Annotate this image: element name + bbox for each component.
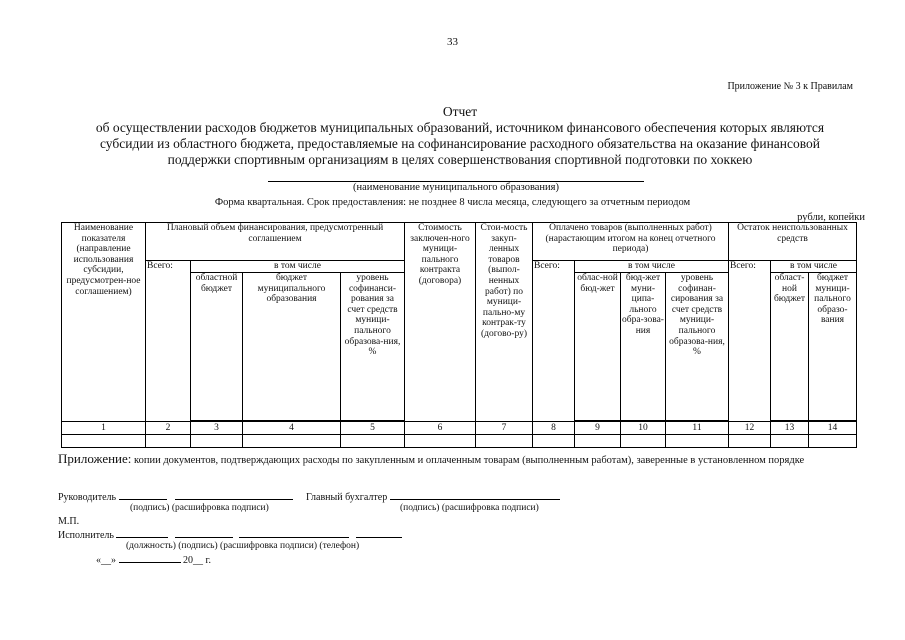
column-number: 2 — [146, 422, 191, 435]
column-number: 5 — [341, 422, 405, 435]
executor-phone-blank — [356, 528, 402, 538]
column-number: 1 — [62, 422, 146, 435]
form-note: Форма квартальная. Срок предоставления: не позднее 8 числа месяца, следующего за отчетным периодом — [214, 197, 691, 208]
column-number: 7 — [476, 422, 533, 435]
rest-including-header: в том числе — [771, 261, 857, 273]
column-number: 10 — [621, 422, 666, 435]
column-number: 14 — [809, 422, 857, 435]
plan-municipal-budget-header: бюджет муниципального образования — [243, 273, 341, 421]
header-purchased-goods-cost: Стои-мость закуп-ленных товаров (выпол-ненных работ) по муници-пально-му контрак-ту (догово-ру) — [476, 223, 533, 422]
head-name-blank — [175, 490, 293, 500]
appendix-reference: Приложение № 3 к Правилам — [727, 81, 853, 92]
accountant-sign-blank — [390, 490, 560, 500]
title-line-3: субсидии из областного бюджета, предоставляемые на софинансирование расходного обязательства на оказание финансовой — [99, 136, 821, 151]
empty-data-row — [62, 435, 857, 448]
rest-municipal-budget-header: бюджет муници-пального образо-вания — [809, 273, 857, 421]
head-label: Руководитель — [58, 492, 117, 503]
executor-sign-blank — [175, 528, 233, 538]
rest-regional-budget-header: област-ной бюджет — [771, 273, 809, 421]
date-day: «__» — [96, 555, 116, 566]
paid-including-header: в том числе — [575, 261, 729, 273]
stamp-label: М.П. — [58, 516, 80, 527]
column-number: 3 — [191, 422, 243, 435]
chief-accountant-label: Главный бухгалтер — [306, 492, 388, 503]
plan-including-header: в том числе — [191, 261, 405, 273]
attachment-label: Приложение: — [58, 451, 132, 466]
header-planned-financing: Плановый объем финансирования, предусмотренный соглашением — [146, 223, 405, 261]
paid-cofinancing-share-header: уровень софинан-сирования за счет средств муници-пального образова-ния, % — [666, 273, 729, 421]
paid-regional-budget-header: облас-ной бюд-жет — [575, 273, 621, 421]
plan-total-header: Всего: — [146, 261, 191, 422]
report-table — [61, 222, 857, 448]
head-sign-caption: (подпись) (расшифровка подписи) — [130, 503, 269, 513]
accountant-signature-line — [306, 490, 560, 503]
attachment-note — [58, 452, 853, 467]
paid-municipal-budget-header: бюд-жет муни-ципа-льного обра-зова-ния — [621, 273, 666, 421]
date-year: 20__ г. — [183, 555, 211, 566]
executor-signature-line — [58, 528, 402, 541]
title-line-1: Отчет — [442, 104, 478, 119]
page-number: 33 — [447, 36, 458, 48]
column-number: 8 — [533, 422, 575, 435]
head-sign-blank — [119, 490, 167, 500]
executor-name-blank — [239, 528, 349, 538]
column-number: 6 — [405, 422, 476, 435]
report-title — [30, 104, 890, 168]
date-line — [96, 553, 211, 566]
accountant-sign-caption: (подпись) (расшифровка подписи) — [400, 503, 539, 513]
municipality-caption: (наименование муниципального образования) — [352, 182, 560, 193]
plan-regional-budget-header: областной бюджет — [191, 273, 243, 421]
column-number: 12 — [729, 422, 771, 435]
title-line-2: об осуществлении расходов бюджетов муниципальных образований, источником финансового обеспечения которых являются — [95, 120, 825, 135]
units-label: рубли, копейки — [797, 212, 865, 223]
executor-caption: (должность) (подпись) (расшифровка подписи) (телефон) — [126, 541, 360, 551]
header-indicator-name: Наименование показателя (направление использования субсидии, предусмотрен-ное соглашением) — [62, 223, 146, 422]
executor-position-blank — [116, 528, 168, 538]
header-unused-balance: Остаток неиспользованных средств — [729, 223, 857, 261]
rest-total-header: Всего: — [729, 261, 771, 422]
date-month-blank — [119, 553, 181, 563]
column-number: 11 — [666, 422, 729, 435]
column-number: 13 — [771, 422, 809, 435]
paid-total-header: Всего: — [533, 261, 575, 422]
executor-label: Исполнитель — [58, 530, 114, 541]
header-paid-goods: Оплачено товаров (выполненных работ) (нарастающим итогом на конец отчетного периода) — [533, 223, 729, 261]
head-signature-line — [58, 490, 293, 503]
column-number: 4 — [243, 422, 341, 435]
column-numbers-row — [62, 422, 857, 435]
column-number: 9 — [575, 422, 621, 435]
header-contract-cost: Стоимость заключен-ного муници-пального контракта (договора) — [405, 223, 476, 422]
plan-cofinancing-share-header: уровень софинанси-рования за счет средств муници-пального образова-ния, % — [341, 273, 405, 421]
attachment-text: копии документов, подтверждающих расходы по закупленным и оплаченным товарам (выполненным работам), заверенные в установленном порядке — [134, 455, 805, 466]
title-line-4: поддержки спортивным организациям в целях совершенствования спортивной подготовки по хоккею — [167, 152, 753, 167]
